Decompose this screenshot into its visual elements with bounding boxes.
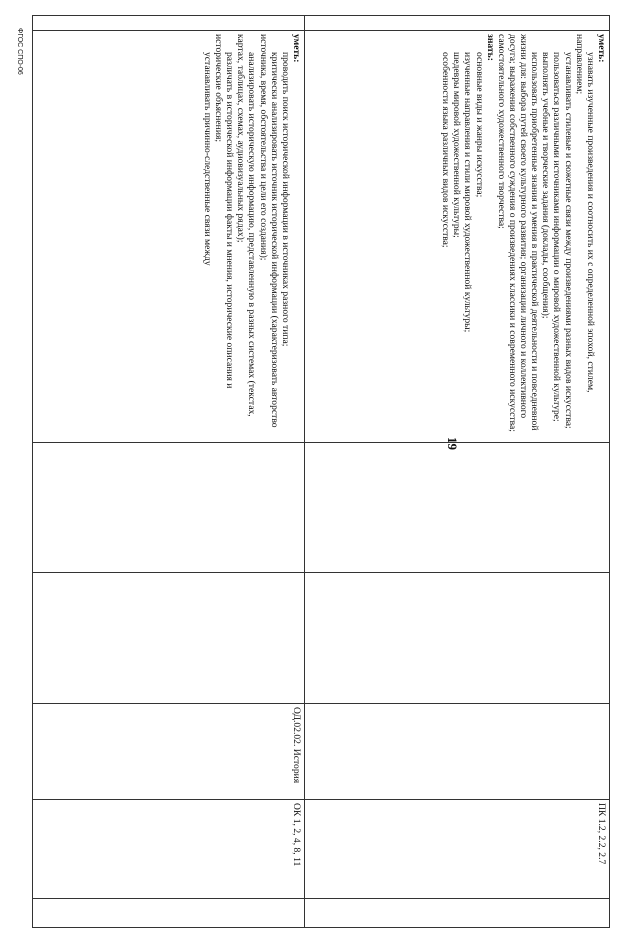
skill-line: устанавливать причинно-следственные связи между [202,52,213,266]
table-cell-margin [33,899,305,928]
skill-line: устанавливать стилевые и сюжетные связи между произведениями разных видов искусства; [562,52,574,429]
skill-line: использовать приобретенные знания и умения в практической деятельности и повседневной жизни для: выбора путей своего культурного развития; организации личного и коллективного досуга; выражения собственного суждения о произведениях классики и современного искусства; самостоятельного художественного творчества; [495,34,541,432]
table-row [33,16,305,928]
knowledge-line: особенности языка различных видов искусства; [440,52,452,248]
skills-knowledge-cell [305,31,610,443]
znat-heading: знать: [484,34,496,61]
competence-cell: ПК 1.2, 2.2, 2.7 [305,800,610,899]
discipline-cell [305,704,610,800]
skill-line: выполнять учебные и творческие задания (доклады, сообщения); [540,52,552,319]
skill-line: различать в исторической информации факты и мнения, исторические описания и исторические объяснения; [213,34,236,389]
skill-line: критически анализировать источник исторической информации (характеризовать авторство источника, время, обстоятельства и цели его создания); [257,34,280,428]
umet-heading: уметь: [596,34,607,63]
knowledge-line: изученные направления и стили мировой художественной культуры; [462,52,474,333]
competence-cell: ОК 1, 2, 4, 8, 11 [33,800,305,899]
table-cell-margin [305,899,610,928]
table-cell-empty [305,573,610,704]
table-cell-empty [33,573,305,704]
table-cell-margin [305,16,610,31]
skill-line: пользоваться различными источниками информации о мировой художественной культуре; [551,52,563,422]
table-cell-margin [33,16,305,31]
table-row [305,16,610,928]
skill-line: анализировать историческую информацию, представленную в разных системах (текстах, картах, таблицах, схемах, аудиовизуальных рядах); [235,34,258,417]
skill-line: проводить поиск исторической информации в источниках разного типа; [279,52,291,347]
page-number: 19 [445,437,460,450]
knowledge-line: основные виды и жанры искусства; [473,52,485,198]
umet-heading: уметь: [291,34,302,63]
knowledge-line: шедевры мировой художественной культуры; [451,52,463,238]
footer-code: ФГОС СПО-06 [16,28,23,75]
table-cell-empty [33,443,305,573]
discipline-cell: ОД.02.02. История [33,704,305,800]
skill-line: узнавать изученные произведения и соотносить их с определенной эпохой, стилем, направлением; [573,34,596,393]
skills-knowledge-cell [33,31,305,443]
curriculum-table [32,15,610,928]
table-cell-empty [305,443,610,573]
